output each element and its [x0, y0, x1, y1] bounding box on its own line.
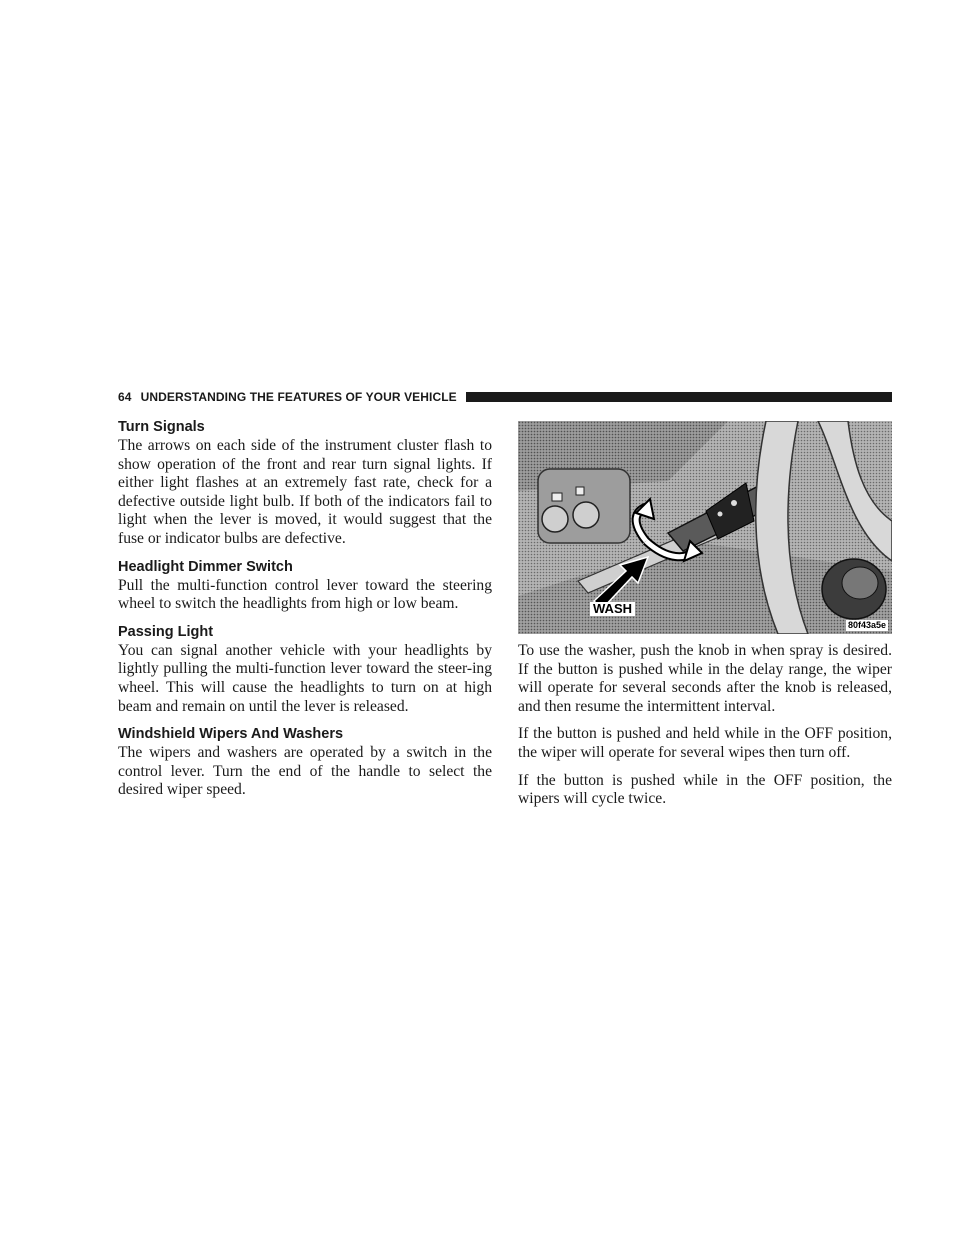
- section-body: You can signal another vehicle with your headlights by lightly pulling the multi-function lever toward the steer-ing wheel. This will cause the headlights to turn on at high beam and remain on until the lever is released.: [118, 641, 492, 715]
- section-heading: Windshield Wipers And Washers: [118, 726, 344, 743]
- section-body: The wipers and washers are operated by a switch in the control lever. Turn the end of the handle to select the desired wiper speed.: [118, 744, 492, 799]
- wash-label: WASH: [590, 602, 635, 616]
- page-number: 64: [118, 390, 132, 404]
- washer-paragraph: If the button is pushed and held while in the OFF position, the wiper will operate for several wipes then turn off.: [518, 725, 892, 761]
- section-body: Pull the multi-function control lever toward the steering wheel to switch the headlights from high or low beam.: [118, 576, 492, 613]
- right-column: [518, 417, 892, 809]
- section-heading: Passing Light: [118, 623, 214, 640]
- wiper-lever-drawing: [518, 421, 892, 634]
- chapter-title: UNDERSTANDING THE FEATURES OF YOUR VEHICLE: [140, 390, 457, 404]
- section-body: The arrows on each side of the instrument cluster flash to show operation of the front and rear turn signal lights. If either light flashes at an extremely fast rate, check for a defective outside light bulb. If both of the indicators fail to light when the lever is moved, it would suggest that the fuse or indicator bulbs are defective.: [118, 437, 492, 547]
- section-heading: Headlight Dimmer Switch: [118, 558, 293, 575]
- section-windshield-wipers: [118, 724, 492, 800]
- section-turn-signals: [118, 417, 492, 549]
- figure-code: 80f43a5e: [847, 620, 886, 630]
- section-headlight-dimmer-switch: [118, 557, 492, 614]
- washer-paragraph: If the button is pushed while in the OFF position, the wipers will cycle twice.: [518, 771, 892, 808]
- section-heading: Turn Signals: [118, 419, 205, 435]
- header-rule: [466, 392, 892, 402]
- page-header: [118, 389, 892, 405]
- left-column: [118, 417, 492, 800]
- section-passing-light: [118, 622, 492, 716]
- washer-paragraph: To use the washer, push the knob in when spray is desired. If the button is pushed while in the delay range, the wiper will operate for several seconds after the knob is released, and then resume the intermittent interval.: [518, 642, 892, 715]
- wiper-control-illustration: [518, 421, 892, 634]
